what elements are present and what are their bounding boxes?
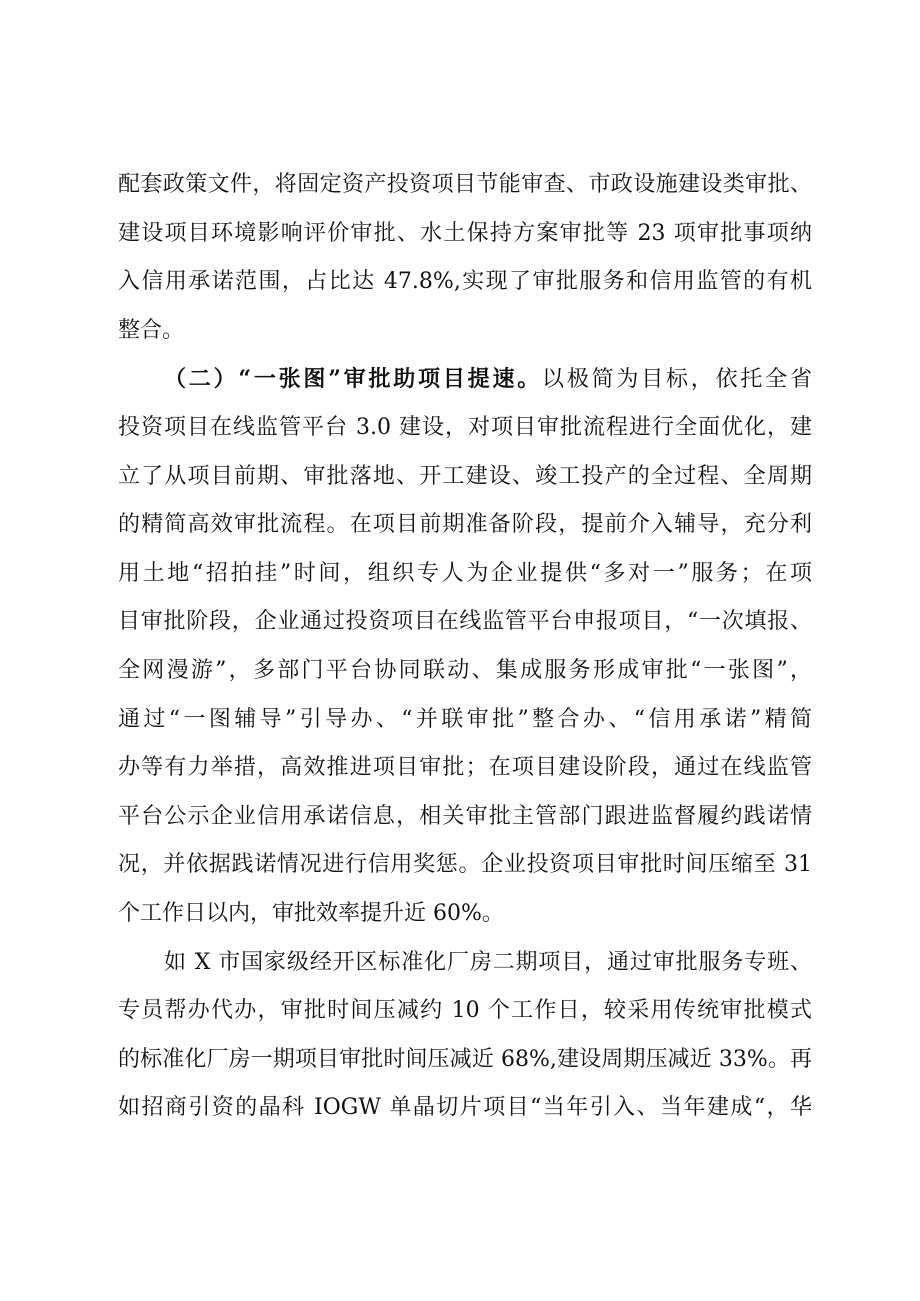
- paragraph-3: [118, 939, 812, 1133]
- paragraph-first-line: 如 X 市国家级经开区标准化厂房二期项目，通过审批服务专班、: [164, 949, 812, 975]
- paragraph-line: 平台公示企业信用承诺信息，相关审批主管部门跟进监督履约践诺情: [118, 803, 812, 829]
- document-body: [118, 161, 812, 1133]
- paragraph-line: 建设项目环境影响评价审批、水土保持方案审批等 23 项审批事项纳: [118, 220, 812, 246]
- paragraph-text: 以极简为目标，依托全省: [542, 367, 812, 393]
- paragraph-line: 如招商引资的晶科 IOGW 单晶切片项目“当年引入、当年建成“，华: [118, 1095, 812, 1121]
- paragraph-line: 专员帮办代办，审批时间压减约 10 个工作日，较采用传统审批模式: [118, 998, 812, 1024]
- paragraph-line: 目审批阶段，企业通过投资项目在线监管平台申报项目，“一次填报、: [118, 609, 812, 635]
- paragraph-line: 配套政策文件，将固定资产投资项目节能审查、市政设施建设类审批、: [118, 172, 812, 197]
- paragraph-line: 全网漫游”，多部门平台协同联动、集成服务形成审批“一张图”，: [118, 657, 812, 683]
- section-heading: （二）“一张图”审批助项目提速。: [164, 366, 543, 393]
- paragraph-line: 立了从项目前期、审批落地、开工建设、竣工投产的全过程、全周期: [118, 463, 812, 489]
- paragraph-line: 用土地“招拍挂”时间，组织专人为企业提供“多对一”服务；在项: [118, 560, 812, 586]
- paragraph-line: 入信用承诺范围，占比达 47.8%,实现了审批服务和信用监管的有机: [118, 269, 812, 295]
- paragraph-line: 整合。: [118, 317, 185, 343]
- paragraph-line: 个工作日以内，审批效率提升近 60%。: [118, 900, 504, 926]
- paragraph-line: 办等有力举措，高效推进项目审批；在项目建设阶段，通过在线监管: [118, 755, 812, 781]
- paragraph-line: 况，并依据践诺情况进行信用奖惩。企业投资项目审批时间压缩至 31: [118, 852, 812, 878]
- paragraph-line: 的标准化厂房一期项目审批时间压减近 68%,建设周期压减近 33%。再: [118, 1046, 812, 1072]
- paragraph-1: [118, 161, 812, 355]
- paragraph-first-line: [118, 355, 812, 404]
- paragraph-line: 的精简高效审批流程。在项目前期准备阶段，提前介入辅导，充分利: [118, 512, 812, 538]
- paragraph-line: 通过“一图辅导”引导办、“并联审批”整合办、“信用承诺”精简: [118, 706, 812, 732]
- paragraph-2: [118, 355, 812, 938]
- paragraph-line: 投资项目在线监管平台 3.0 建设，对项目审批流程进行全面优化，建: [118, 414, 812, 440]
